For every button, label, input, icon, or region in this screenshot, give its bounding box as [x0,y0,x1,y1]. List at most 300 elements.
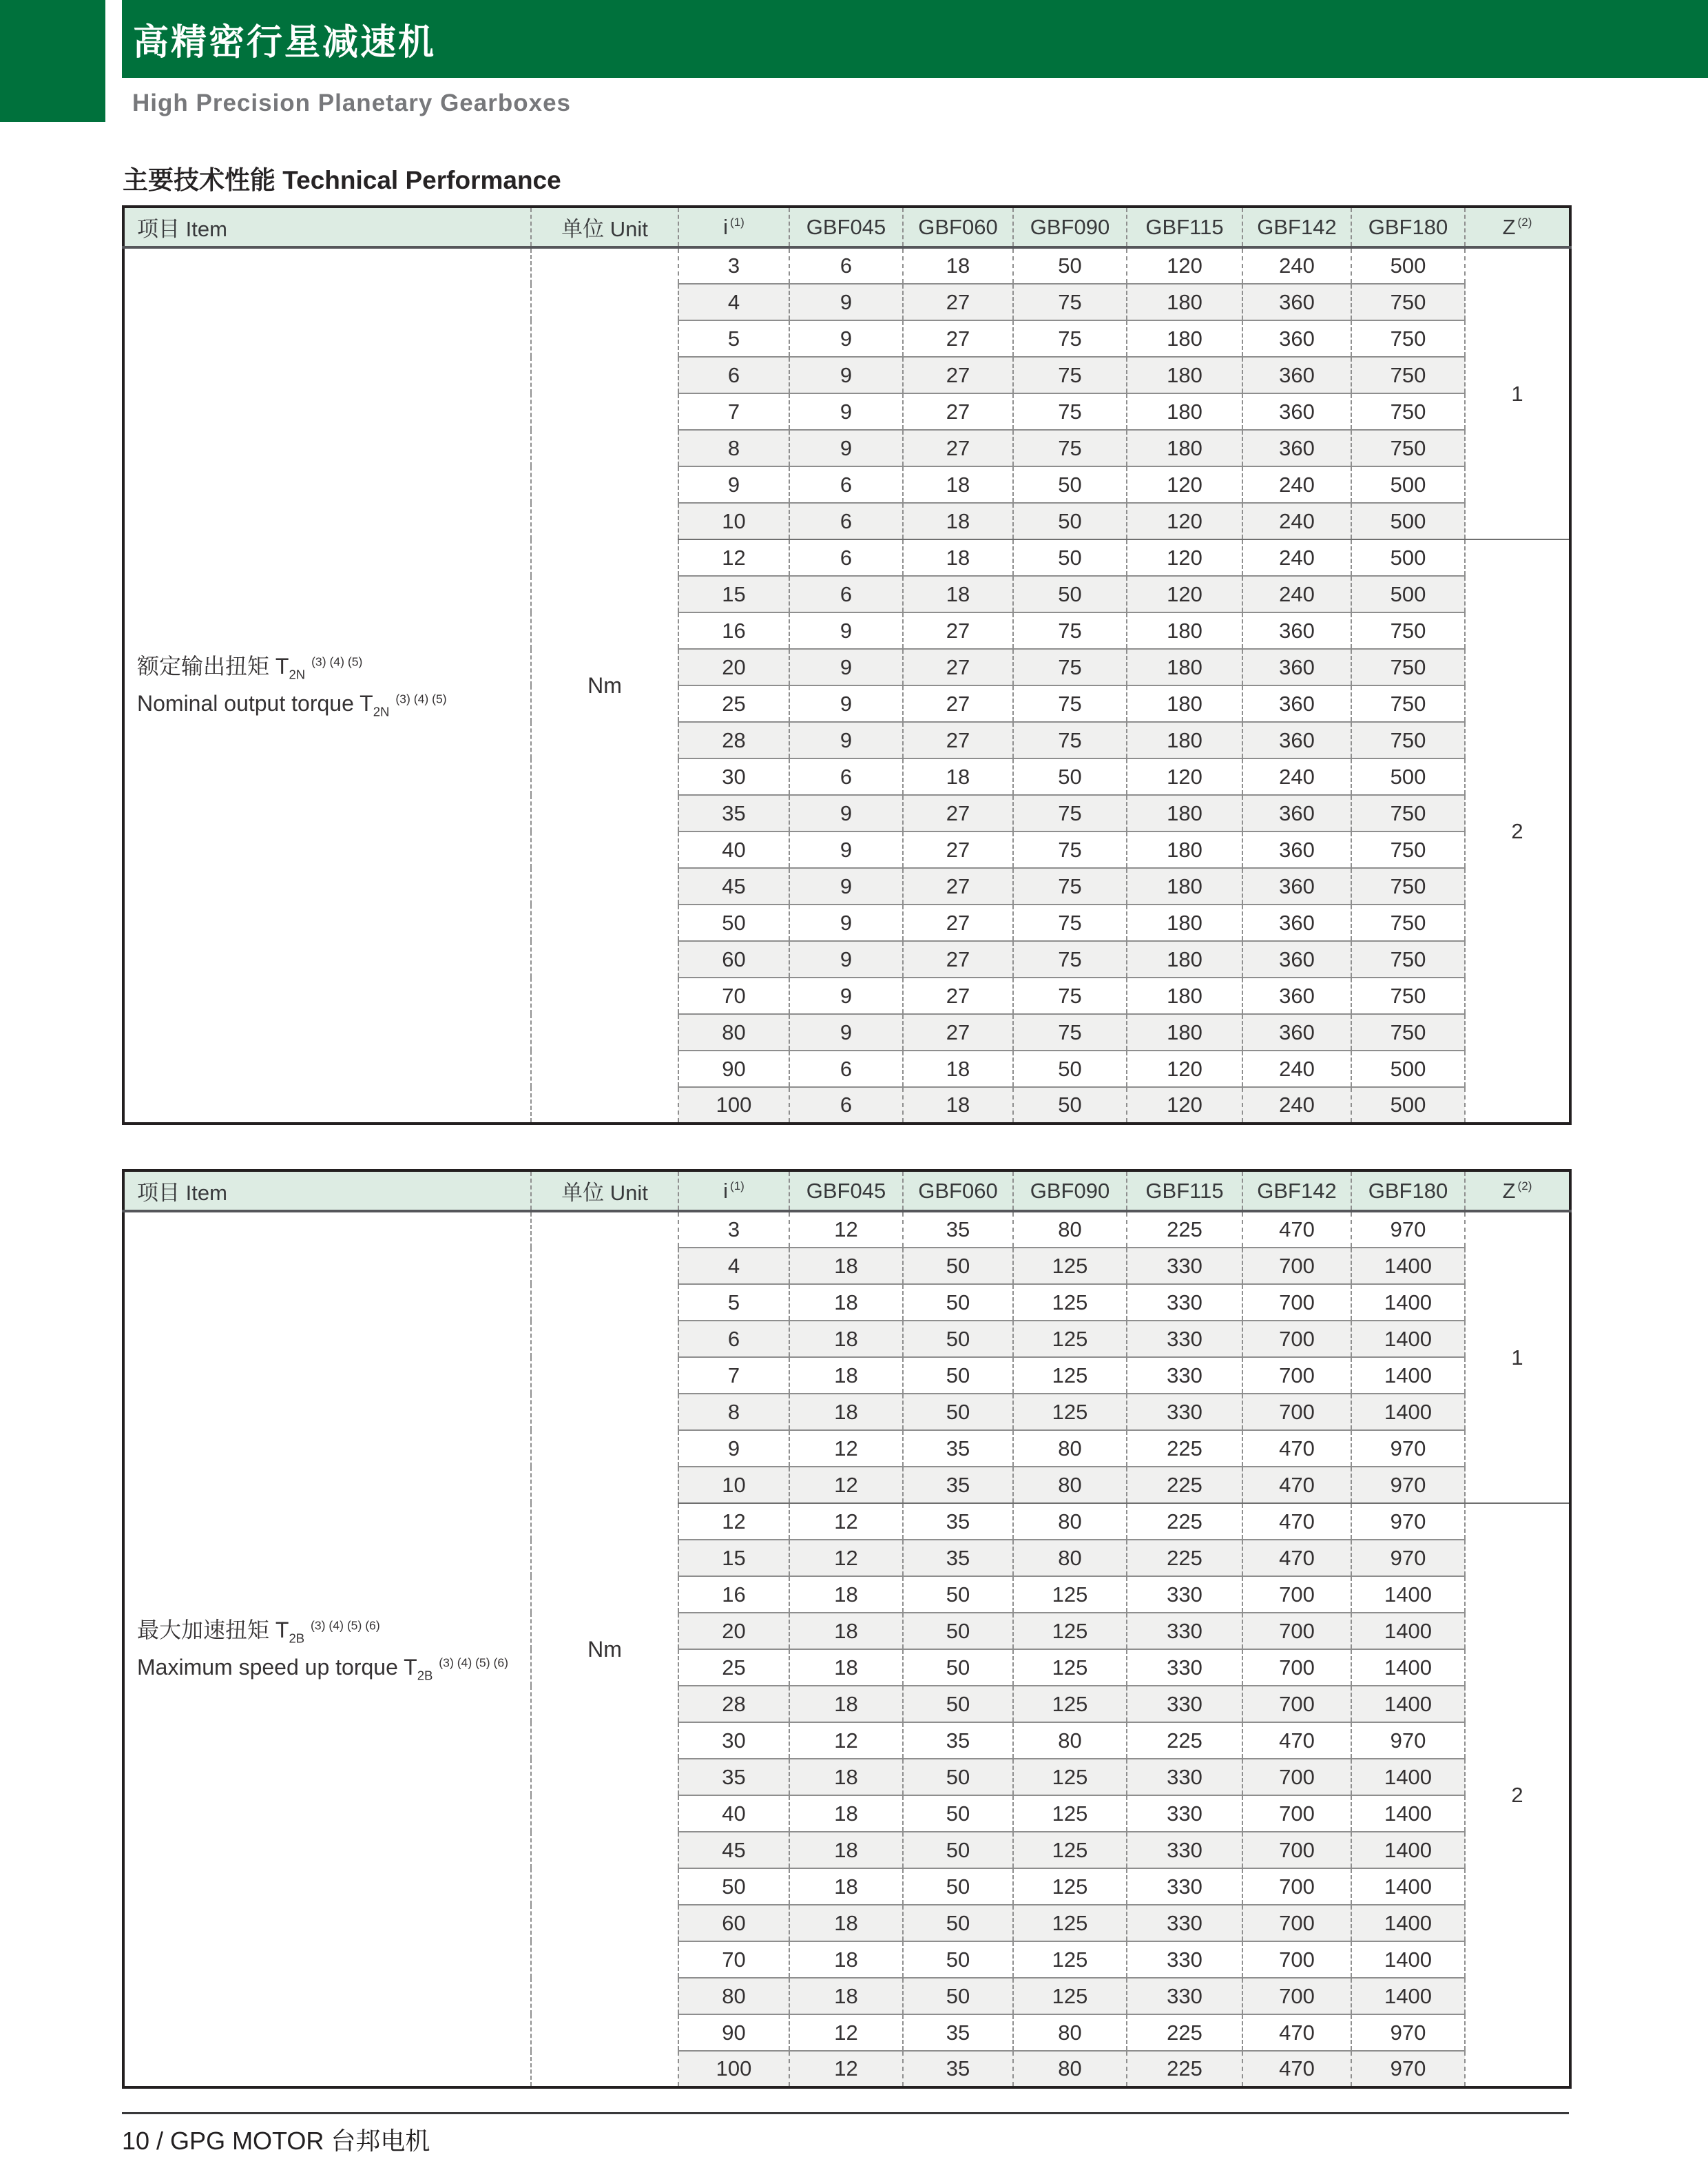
ratio-cell: 70 [678,978,789,1014]
ratio-cell: 7 [678,1357,789,1394]
torque-cell: 50 [1013,758,1127,795]
torque-cell: 9 [789,795,903,831]
ratio-cell: 40 [678,831,789,868]
torque-cell: 180 [1127,393,1242,430]
col-header-item: 项目 Item [123,207,531,247]
ratio-cell: 8 [678,1394,789,1430]
torque-cell: 80 [1013,2051,1127,2087]
torque-cell: 180 [1127,1014,1242,1051]
col-header-model: GBF060 [903,1170,1013,1211]
torque-cell: 80 [1013,1430,1127,1467]
col-header-model: GBF045 [789,207,903,247]
torque-cell: 125 [1013,1978,1127,2014]
torque-cell: 35 [903,2051,1013,2087]
table-row [123,247,1570,284]
col-header-ratio: i $^{(1)}$ [678,207,789,247]
torque-cell: 330 [1127,1248,1242,1284]
torque-cell: 120 [1127,247,1242,284]
ratio-cell: 5 [678,320,789,357]
torque-cell: 125 [1013,1686,1127,1722]
torque-cell: 500 [1351,247,1465,284]
torque-cell: 360 [1242,905,1351,941]
item-label-cell: 额定输出扭矩 $T_{2N}$ $^{(3) (4) (5)}$ Nominal output torque $T_{2N}$ $^{(3) (4) (5)}$ [123,247,531,1124]
torque-cell: 470 [1242,1430,1351,1467]
z-cell: 2 [1465,1503,1570,2087]
torque-cell: 240 [1242,1051,1351,1087]
torque-cell: 50 [903,1649,1013,1686]
torque-cell: 360 [1242,357,1351,393]
torque-cell: 225 [1127,1722,1242,1759]
torque-cell: 125 [1013,1905,1127,1941]
torque-cell: 1400 [1351,1759,1465,1795]
torque-cell: 750 [1351,393,1465,430]
torque-cell: 240 [1242,247,1351,284]
col-header-model: GBF045 [789,1170,903,1211]
page-banner [122,0,1708,78]
torque-cell: 180 [1127,868,1242,905]
torque-cell: 6 [789,758,903,795]
torque-cell: 470 [1242,2051,1351,2087]
torque-cell: 27 [903,868,1013,905]
ratio-cell: 12 [678,539,789,576]
torque-cell: 9 [789,685,903,722]
torque-cell: 700 [1242,1284,1351,1321]
torque-cell: 27 [903,649,1013,685]
torque-cell: 125 [1013,1759,1127,1795]
torque-cell: 125 [1013,1868,1127,1905]
unit-cell: Nm [531,247,678,1124]
col-header-model: GBF142 [1242,1170,1351,1211]
torque-cell: 9 [789,649,903,685]
torque-cell: 360 [1242,612,1351,649]
torque-cell: 6 [789,539,903,576]
torque-cell: 330 [1127,1941,1242,1978]
torque-cell: 1400 [1351,1978,1465,2014]
torque-cell: 360 [1242,649,1351,685]
torque-cell: 80 [1013,2014,1127,2051]
torque-cell: 12 [789,2051,903,2087]
torque-cell: 50 [903,1686,1013,1722]
section-title: 主要技术性能 Technical Performance [123,166,561,194]
torque-cell: 18 [903,758,1013,795]
torque-cell: 1400 [1351,1649,1465,1686]
torque-cell: 9 [789,393,903,430]
torque-cell: 360 [1242,868,1351,905]
col-header-item: 项目 Item [123,1170,531,1211]
torque-cell: 125 [1013,1941,1127,1978]
col-header-model: GBF142 [1242,207,1351,247]
ratio-cell: 90 [678,2014,789,2051]
torque-cell: 80 [1013,1540,1127,1576]
torque-cell: 12 [789,1540,903,1576]
torque-cell: 27 [903,320,1013,357]
torque-cell: 125 [1013,1248,1127,1284]
torque-cell: 50 [903,1576,1013,1613]
torque-cell: 240 [1242,466,1351,503]
torque-cell: 9 [789,905,903,941]
torque-cell: 180 [1127,430,1242,466]
torque-cell: 35 [903,1722,1013,1759]
torque-cell: 75 [1013,941,1127,978]
torque-cell: 330 [1127,1795,1242,1832]
ratio-cell: 16 [678,612,789,649]
torque-cell: 360 [1242,1014,1351,1051]
torque-cell: 470 [1242,1540,1351,1576]
torque-cell: 240 [1242,1087,1351,1124]
torque-cell: 18 [789,1905,903,1941]
torque-cell: 225 [1127,2051,1242,2087]
torque-cell: 360 [1242,831,1351,868]
torque-cell: 750 [1351,357,1465,393]
torque-cell: 27 [903,722,1013,758]
col-header-model: GBF090 [1013,207,1127,247]
torque-cell: 9 [789,357,903,393]
torque-cell: 700 [1242,1357,1351,1394]
torque-cell: 120 [1127,1051,1242,1087]
torque-cell: 180 [1127,941,1242,978]
torque-cell: 750 [1351,612,1465,649]
torque-cell: 360 [1242,941,1351,978]
ratio-cell: 10 [678,503,789,539]
table-header-row [123,207,1570,247]
page-subtitle: High Precision Planetary Gearboxes [132,90,572,116]
torque-cell: 18 [789,1978,903,2014]
torque-cell: 360 [1242,430,1351,466]
ratio-cell: 5 [678,1284,789,1321]
torque-cell: 700 [1242,1321,1351,1357]
torque-cell: 120 [1127,466,1242,503]
torque-cell: 50 [1013,247,1127,284]
torque-cell: 50 [903,1905,1013,1941]
torque-cell: 330 [1127,1832,1242,1868]
torque-cell: 50 [903,1868,1013,1905]
torque-cell: 80 [1013,1211,1127,1248]
torque-cell: 75 [1013,685,1127,722]
torque-cell: 360 [1242,320,1351,357]
torque-cell: 240 [1242,758,1351,795]
torque-cell: 50 [903,1357,1013,1394]
torque-cell: 50 [903,1613,1013,1649]
torque-cell: 18 [903,1087,1013,1124]
torque-cell: 18 [789,1759,903,1795]
torque-cell: 500 [1351,503,1465,539]
torque-cell: 27 [903,831,1013,868]
torque-cell: 1400 [1351,1905,1465,1941]
ratio-cell: 50 [678,1868,789,1905]
torque-cell: 50 [903,1284,1013,1321]
torque-cell: 18 [903,466,1013,503]
torque-cell: 9 [789,941,903,978]
torque-cell: 50 [903,1941,1013,1978]
torque-cell: 18 [789,1795,903,1832]
torque-cell: 1400 [1351,1576,1465,1613]
torque-cell: 750 [1351,685,1465,722]
col-header-z: Z $^{(2)}$ [1465,1170,1570,1211]
torque-cell: 6 [789,503,903,539]
torque-cell: 50 [1013,466,1127,503]
torque-cell: 750 [1351,868,1465,905]
torque-cell: 225 [1127,1430,1242,1467]
torque-cell: 750 [1351,978,1465,1014]
torque-cell: 500 [1351,1087,1465,1124]
torque-cell: 500 [1351,758,1465,795]
torque-cell: 225 [1127,1503,1242,1540]
torque-cell: 35 [903,1540,1013,1576]
ratio-cell: 6 [678,357,789,393]
item-label-cell: 最大加速扭矩 $T_{2B}$ $^{(3) (4) (5) (6)}$ Maximum speed up torque $T_{2B}$ $^{(3) (4) (5) (6)}$ [123,1211,531,2087]
torque-cell: 50 [1013,1051,1127,1087]
torque-cell: 18 [903,539,1013,576]
torque-cell: 6 [789,1051,903,1087]
torque-cell: 75 [1013,978,1127,1014]
ratio-cell: 25 [678,1649,789,1686]
ratio-cell: 40 [678,1795,789,1832]
torque-cell: 80 [1013,1503,1127,1540]
torque-cell: 360 [1242,284,1351,320]
torque-cell: 9 [789,831,903,868]
torque-cell: 1400 [1351,1613,1465,1649]
torque-cell: 240 [1242,539,1351,576]
torque-cell: 75 [1013,1014,1127,1051]
torque-cell: 75 [1013,905,1127,941]
torque-cell: 27 [903,795,1013,831]
torque-cell: 18 [789,1284,903,1321]
torque-cell: 75 [1013,612,1127,649]
torque-cell: 120 [1127,576,1242,612]
torque-cell: 180 [1127,795,1242,831]
ratio-cell: 50 [678,905,789,941]
ratio-cell: 20 [678,1613,789,1649]
torque-cell: 750 [1351,649,1465,685]
ratio-cell: 80 [678,1014,789,1051]
torque-cell: 700 [1242,1613,1351,1649]
torque-cell: 225 [1127,1467,1242,1503]
torque-cell: 500 [1351,1051,1465,1087]
col-header-unit: 单位 Unit [531,207,678,247]
torque-cell: 180 [1127,612,1242,649]
torque-cell: 27 [903,905,1013,941]
torque-cell: 700 [1242,1394,1351,1430]
table-row [123,1211,1570,1248]
torque-cell: 470 [1242,1211,1351,1248]
torque-cell: 970 [1351,2014,1465,2051]
col-header-z: Z $^{(2)}$ [1465,207,1570,247]
torque-cell: 240 [1242,503,1351,539]
torque-cell: 180 [1127,905,1242,941]
torque-cell: 330 [1127,1905,1242,1941]
footer-page-label: 10 / GPG MOTOR 台邦电机 [122,2127,430,2155]
ratio-cell: 15 [678,1540,789,1576]
torque-cell: 120 [1127,758,1242,795]
page-title: 高精密行星减速机 [133,23,437,63]
z-cell: 2 [1465,539,1570,1124]
torque-cell: 50 [903,1795,1013,1832]
torque-cell: 75 [1013,284,1127,320]
col-header-model: GBF090 [1013,1170,1127,1211]
torque-cell: 50 [1013,1087,1127,1124]
torque-cell: 330 [1127,1576,1242,1613]
torque-cell: 18 [903,247,1013,284]
torque-cell: 970 [1351,1430,1465,1467]
torque-cell: 180 [1127,320,1242,357]
torque-cell: 27 [903,1014,1013,1051]
unit-cell: Nm [531,1211,678,2087]
torque-cell: 50 [1013,503,1127,539]
torque-cell: 1400 [1351,1686,1465,1722]
torque-cell: 27 [903,978,1013,1014]
ratio-cell: 3 [678,247,789,284]
torque-cell: 18 [789,1248,903,1284]
torque-cell: 1400 [1351,1284,1465,1321]
ratio-cell: 28 [678,1686,789,1722]
table-header-row [123,1170,1570,1211]
max-speedup-torque-table [122,1169,1572,2089]
torque-cell: 50 [1013,576,1127,612]
ratio-cell: 15 [678,576,789,612]
torque-cell: 18 [789,1576,903,1613]
torque-cell: 120 [1127,1087,1242,1124]
torque-cell: 9 [789,978,903,1014]
torque-cell: 75 [1013,430,1127,466]
torque-cell: 12 [789,1430,903,1467]
torque-cell: 75 [1013,649,1127,685]
torque-cell: 360 [1242,722,1351,758]
torque-cell: 75 [1013,795,1127,831]
torque-cell: 700 [1242,1978,1351,2014]
torque-cell: 700 [1242,1248,1351,1284]
ratio-cell: 35 [678,1759,789,1795]
torque-cell: 35 [903,1503,1013,1540]
ratio-cell: 30 [678,1722,789,1759]
torque-cell: 330 [1127,1613,1242,1649]
ratio-cell: 90 [678,1051,789,1087]
torque-cell: 180 [1127,722,1242,758]
torque-cell: 125 [1013,1321,1127,1357]
torque-cell: 360 [1242,685,1351,722]
col-header-ratio: i $^{(1)}$ [678,1170,789,1211]
torque-cell: 18 [789,1941,903,1978]
torque-cell: 330 [1127,1978,1242,2014]
col-header-unit: 单位 Unit [531,1170,678,1211]
torque-cell: 6 [789,247,903,284]
ratio-cell: 9 [678,466,789,503]
torque-cell: 970 [1351,1503,1465,1540]
torque-cell: 35 [903,2014,1013,2051]
torque-cell: 1400 [1351,1321,1465,1357]
col-header-model: GBF060 [903,207,1013,247]
torque-cell: 1400 [1351,1832,1465,1868]
torque-cell: 330 [1127,1759,1242,1795]
torque-cell: 750 [1351,905,1465,941]
torque-cell: 18 [789,1321,903,1357]
torque-cell: 27 [903,393,1013,430]
torque-cell: 35 [903,1211,1013,1248]
torque-cell: 50 [903,1978,1013,2014]
ratio-cell: 28 [678,722,789,758]
torque-cell: 700 [1242,1759,1351,1795]
torque-cell: 125 [1013,1832,1127,1868]
ratio-cell: 60 [678,941,789,978]
torque-cell: 50 [903,1832,1013,1868]
torque-cell: 18 [789,1357,903,1394]
torque-cell: 6 [789,576,903,612]
torque-cell: 470 [1242,1722,1351,1759]
torque-cell: 125 [1013,1795,1127,1832]
torque-cell: 700 [1242,1868,1351,1905]
torque-cell: 360 [1242,393,1351,430]
torque-cell: 6 [789,1087,903,1124]
torque-cell: 80 [1013,1467,1127,1503]
torque-cell: 12 [789,2014,903,2051]
torque-cell: 18 [903,1051,1013,1087]
torque-cell: 700 [1242,1832,1351,1868]
col-header-model: GBF180 [1351,207,1465,247]
torque-cell: 750 [1351,941,1465,978]
torque-cell: 330 [1127,1686,1242,1722]
torque-cell: 1400 [1351,1795,1465,1832]
torque-cell: 9 [789,1014,903,1051]
torque-cell: 27 [903,284,1013,320]
torque-cell: 180 [1127,649,1242,685]
torque-cell: 18 [789,1394,903,1430]
torque-cell: 1400 [1351,1394,1465,1430]
ratio-cell: 45 [678,868,789,905]
torque-cell: 80 [1013,1722,1127,1759]
torque-cell: 9 [789,612,903,649]
torque-cell: 12 [789,1722,903,1759]
torque-cell: 27 [903,430,1013,466]
torque-cell: 500 [1351,466,1465,503]
ratio-cell: 35 [678,795,789,831]
torque-cell: 12 [789,1211,903,1248]
ratio-cell: 100 [678,1087,789,1124]
torque-cell: 50 [903,1759,1013,1795]
torque-cell: 35 [903,1430,1013,1467]
ratio-cell: 10 [678,1467,789,1503]
ratio-cell: 30 [678,758,789,795]
torque-cell: 18 [789,1832,903,1868]
torque-cell: 225 [1127,2014,1242,2051]
torque-cell: 700 [1242,1941,1351,1978]
torque-cell: 75 [1013,868,1127,905]
ratio-cell: 8 [678,430,789,466]
torque-cell: 750 [1351,430,1465,466]
footer-divider [122,2112,1569,2114]
ratio-cell: 6 [678,1321,789,1357]
torque-cell: 700 [1242,1649,1351,1686]
torque-cell: 18 [789,1868,903,1905]
torque-cell: 330 [1127,1321,1242,1357]
torque-cell: 180 [1127,284,1242,320]
torque-cell: 970 [1351,1722,1465,1759]
torque-cell: 970 [1351,2051,1465,2087]
torque-cell: 330 [1127,1284,1242,1321]
torque-cell: 970 [1351,1211,1465,1248]
torque-cell: 1400 [1351,1248,1465,1284]
torque-cell: 27 [903,685,1013,722]
col-header-model: GBF115 [1127,207,1242,247]
torque-cell: 18 [789,1649,903,1686]
ratio-cell: 20 [678,649,789,685]
torque-cell: 970 [1351,1540,1465,1576]
torque-cell: 9 [789,430,903,466]
torque-cell: 6 [789,466,903,503]
brand-corner-block [0,0,105,122]
torque-cell: 750 [1351,831,1465,868]
torque-cell: 700 [1242,1905,1351,1941]
torque-cell: 18 [903,576,1013,612]
ratio-cell: 60 [678,1905,789,1941]
